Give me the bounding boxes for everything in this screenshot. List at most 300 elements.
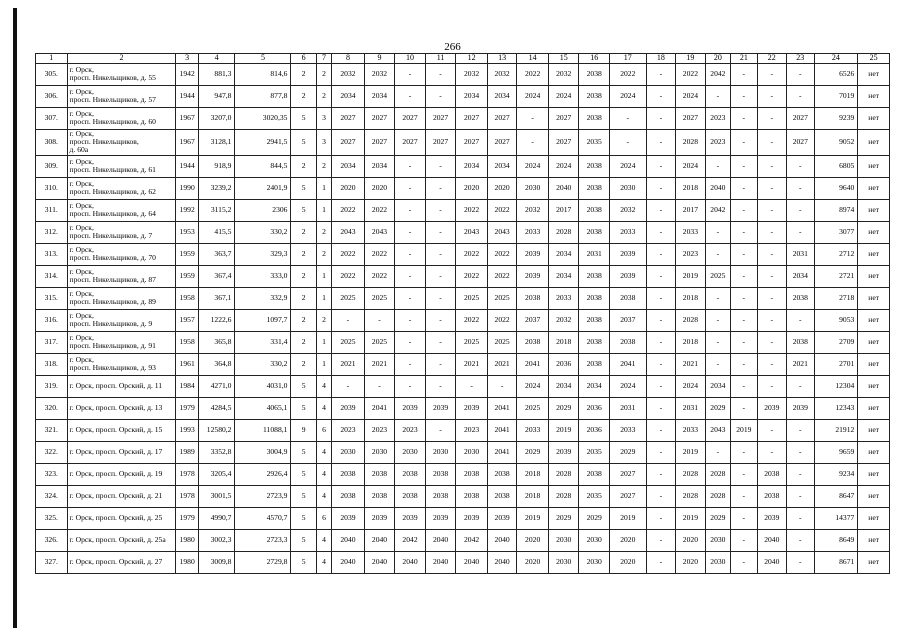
- table-cell: 2042: [456, 529, 488, 551]
- value-cell: 4271,0: [198, 375, 235, 397]
- table-cell: нет: [858, 243, 890, 265]
- table-cell: -: [787, 485, 814, 507]
- table-cell: 2022: [364, 199, 395, 221]
- table-cell: 2035: [579, 485, 610, 507]
- value-cell: 8647: [814, 485, 858, 507]
- table-cell: -: [731, 529, 757, 551]
- table-cell: 1944: [176, 85, 198, 107]
- table-cell: 2039: [757, 507, 787, 529]
- row-number-cell: 317.: [36, 331, 68, 353]
- row-number-cell: 310.: [36, 177, 68, 199]
- table-cell: 2040: [487, 529, 517, 551]
- table-cell: 2038: [517, 331, 549, 353]
- table-cell: нет: [858, 85, 890, 107]
- table-cell: 1992: [176, 199, 198, 221]
- table-cell: 2040: [548, 177, 579, 199]
- table-cell: 2: [316, 155, 331, 177]
- table-cell: -: [425, 199, 456, 221]
- row-number-cell: 325.: [36, 507, 68, 529]
- value-cell: 364,8: [198, 353, 235, 375]
- table-cell: нет: [858, 155, 890, 177]
- table-cell: 2022: [332, 243, 365, 265]
- table-cell: -: [705, 221, 730, 243]
- value-cell: 3001,5: [198, 485, 235, 507]
- table-cell: -: [757, 107, 787, 129]
- table-cell: 5: [291, 463, 316, 485]
- table-cell: -: [757, 199, 787, 221]
- column-number-25: 25: [858, 54, 890, 64]
- table-cell: -: [646, 551, 676, 573]
- column-number-2: 2: [67, 54, 176, 64]
- table-cell: -: [425, 265, 456, 287]
- table-cell: 2025: [332, 331, 365, 353]
- table-cell: -: [395, 155, 426, 177]
- row-number-cell: 309.: [36, 155, 68, 177]
- table-cell: 2025: [456, 331, 488, 353]
- table-cell: -: [757, 419, 787, 441]
- table-row: [36, 485, 890, 507]
- address-cell: г. Орск, просп. Никельщиков, д. 89: [67, 287, 176, 309]
- table-cell: -: [646, 287, 676, 309]
- table-cell: -: [757, 85, 787, 107]
- value-cell: 9659: [814, 441, 858, 463]
- table-cell: -: [395, 265, 426, 287]
- table-cell: 2030: [579, 551, 610, 573]
- value-cell: 12343: [814, 397, 858, 419]
- table-cell: 2020: [456, 177, 488, 199]
- table-cell: 2041: [609, 353, 646, 375]
- table-cell: 2038: [787, 287, 814, 309]
- table-cell: -: [425, 221, 456, 243]
- table-cell: 2039: [609, 265, 646, 287]
- table-cell: 4: [316, 397, 331, 419]
- table-cell: 2038: [757, 463, 787, 485]
- table-cell: 2038: [579, 63, 610, 85]
- table-cell: 2019: [731, 419, 757, 441]
- table-cell: -: [646, 129, 676, 155]
- row-number-cell: 323.: [36, 463, 68, 485]
- table-cell: 2: [291, 353, 316, 375]
- table-cell: 2020: [676, 529, 706, 551]
- table-cell: 2034: [548, 243, 579, 265]
- row-number-cell: 307.: [36, 107, 68, 129]
- table-cell: -: [705, 309, 730, 331]
- table-cell: 2022: [487, 309, 517, 331]
- table-cell: 2042: [705, 199, 730, 221]
- column-number-16: 16: [579, 54, 610, 64]
- value-cell: 415,5: [198, 221, 235, 243]
- address-cell: г. Орск, просп. Никельщиков, д. 93: [67, 353, 176, 375]
- row-number-cell: 305.: [36, 63, 68, 85]
- table-cell: 2037: [517, 309, 549, 331]
- table-cell: 1: [316, 331, 331, 353]
- table-cell: -: [731, 485, 757, 507]
- table-cell: 2032: [548, 63, 579, 85]
- table-cell: 2033: [676, 221, 706, 243]
- table-cell: -: [609, 107, 646, 129]
- table-cell: 2030: [425, 441, 456, 463]
- value-cell: 2401,9: [235, 177, 291, 199]
- table-cell: 2043: [456, 221, 488, 243]
- table-cell: 2028: [548, 485, 579, 507]
- table-row: [36, 551, 890, 573]
- table-cell: нет: [858, 199, 890, 221]
- table-cell: 2038: [757, 485, 787, 507]
- table-cell: 2027: [548, 129, 579, 155]
- row-number-cell: 306.: [36, 85, 68, 107]
- table-cell: 2029: [609, 441, 646, 463]
- table-cell: -: [731, 129, 757, 155]
- table-cell: 2018: [676, 177, 706, 199]
- column-number-11: 11: [425, 54, 456, 64]
- table-cell: -: [395, 85, 426, 107]
- value-cell: 4990,7: [198, 507, 235, 529]
- table-cell: 2038: [579, 287, 610, 309]
- table-cell: 5: [291, 507, 316, 529]
- row-number-cell: 320.: [36, 397, 68, 419]
- table-cell: 2022: [364, 265, 395, 287]
- table-cell: 2024: [517, 375, 549, 397]
- table-cell: 4: [316, 441, 331, 463]
- address-cell: г. Орск, просп. Никельщиков, д. 57: [67, 85, 176, 107]
- table-cell: 2024: [676, 155, 706, 177]
- table-cell: 2028: [705, 463, 730, 485]
- table-cell: -: [787, 375, 814, 397]
- table-cell: 1: [316, 353, 331, 375]
- row-number-cell: 312.: [36, 221, 68, 243]
- table-cell: 2040: [364, 529, 395, 551]
- value-cell: 3002,3: [198, 529, 235, 551]
- value-cell: 363,7: [198, 243, 235, 265]
- value-cell: 2709: [814, 331, 858, 353]
- table-cell: -: [757, 155, 787, 177]
- value-cell: 12580,2: [198, 419, 235, 441]
- table-cell: 2038: [579, 265, 610, 287]
- table-cell: 2038: [579, 107, 610, 129]
- table-cell: 2022: [456, 265, 488, 287]
- column-number-20: 20: [705, 54, 730, 64]
- table-cell: 2041: [364, 397, 395, 419]
- table-cell: 1958: [176, 287, 198, 309]
- table-cell: 4: [316, 375, 331, 397]
- table-cell: -: [757, 177, 787, 199]
- table-cell: 2025: [705, 265, 730, 287]
- table-cell: -: [395, 331, 426, 353]
- column-number-22: 22: [757, 54, 787, 64]
- table-cell: -: [757, 375, 787, 397]
- table-cell: нет: [858, 265, 890, 287]
- table-cell: -: [705, 331, 730, 353]
- table-cell: 2018: [676, 331, 706, 353]
- value-cell: 333,0: [235, 265, 291, 287]
- table-cell: -: [332, 375, 365, 397]
- address-cell: г. Орск, просп. Орский, д. 15: [67, 419, 176, 441]
- table-cell: -: [364, 375, 395, 397]
- column-number-13: 13: [487, 54, 517, 64]
- table-cell: -: [731, 463, 757, 485]
- table-cell: -: [731, 243, 757, 265]
- table-cell: 2039: [332, 397, 365, 419]
- value-cell: 332,9: [235, 287, 291, 309]
- table-cell: 2027: [395, 107, 426, 129]
- table-cell: -: [731, 221, 757, 243]
- address-cell: г. Орск, просп. Никельщиков, д. 9: [67, 309, 176, 331]
- value-cell: 3004,9: [235, 441, 291, 463]
- table-cell: 2023: [705, 107, 730, 129]
- table-cell: 2028: [676, 309, 706, 331]
- table-cell: -: [731, 507, 757, 529]
- table-cell: 2027: [787, 107, 814, 129]
- table-cell: 1944: [176, 155, 198, 177]
- table-row: [36, 375, 890, 397]
- table-cell: 2032: [548, 309, 579, 331]
- table-cell: 1959: [176, 265, 198, 287]
- value-cell: 367,4: [198, 265, 235, 287]
- value-cell: 11088,1: [235, 419, 291, 441]
- table-cell: 2020: [517, 551, 549, 573]
- column-number-19: 19: [676, 54, 706, 64]
- table-cell: -: [787, 309, 814, 331]
- table-cell: 2021: [787, 353, 814, 375]
- table-cell: 2020: [487, 177, 517, 199]
- table-cell: -: [395, 199, 426, 221]
- address-cell: г. Орск, просп. Орский, д. 19: [67, 463, 176, 485]
- table-cell: 2040: [757, 529, 787, 551]
- table-cell: 5: [291, 397, 316, 419]
- binding-edge: [13, 8, 17, 628]
- table-cell: -: [787, 177, 814, 199]
- table-cell: -: [609, 129, 646, 155]
- table-cell: 1: [316, 287, 331, 309]
- table-cell: 2038: [579, 463, 610, 485]
- table-cell: 2021: [676, 353, 706, 375]
- table-cell: 2028: [548, 463, 579, 485]
- table-cell: 2034: [456, 155, 488, 177]
- value-cell: 9640: [814, 177, 858, 199]
- table-cell: 1978: [176, 463, 198, 485]
- table-cell: 2017: [676, 199, 706, 221]
- table-cell: 2030: [579, 529, 610, 551]
- table-row: [36, 129, 890, 155]
- column-number-12: 12: [456, 54, 488, 64]
- table-cell: 1958: [176, 331, 198, 353]
- table-cell: 2031: [579, 243, 610, 265]
- table-cell: -: [787, 441, 814, 463]
- table-cell: нет: [858, 129, 890, 155]
- row-number-cell: 321.: [36, 419, 68, 441]
- table-cell: 2043: [332, 221, 365, 243]
- table-cell: 2034: [548, 375, 579, 397]
- header-row: [36, 54, 890, 64]
- table-row: [36, 265, 890, 287]
- table-cell: -: [646, 485, 676, 507]
- table-cell: 2031: [609, 397, 646, 419]
- address-cell: г. Орск, просп. Орский, д. 25: [67, 507, 176, 529]
- table-cell: 2: [316, 63, 331, 85]
- table-cell: 2019: [548, 419, 579, 441]
- table-row: [36, 397, 890, 419]
- table-cell: 2036: [579, 397, 610, 419]
- table-cell: 5: [291, 107, 316, 129]
- table-cell: 2027: [456, 129, 488, 155]
- table-cell: 2020: [609, 551, 646, 573]
- table-cell: 1953: [176, 221, 198, 243]
- table-cell: -: [646, 107, 676, 129]
- table-cell: 2027: [609, 463, 646, 485]
- value-cell: 3077: [814, 221, 858, 243]
- table-cell: 1989: [176, 441, 198, 463]
- table-cell: 2030: [517, 177, 549, 199]
- table-cell: -: [787, 85, 814, 107]
- table-cell: 4: [316, 485, 331, 507]
- table-cell: 2040: [332, 551, 365, 573]
- table-cell: -: [705, 155, 730, 177]
- table-cell: 2041: [487, 441, 517, 463]
- table-cell: 2038: [579, 85, 610, 107]
- table-cell: 2033: [609, 419, 646, 441]
- table-cell: 2021: [364, 353, 395, 375]
- table-cell: 2030: [705, 529, 730, 551]
- value-cell: 1097,7: [235, 309, 291, 331]
- table-cell: -: [646, 265, 676, 287]
- table-cell: -: [731, 85, 757, 107]
- table-row: [36, 107, 890, 129]
- table-cell: 2021: [456, 353, 488, 375]
- table-cell: -: [395, 63, 426, 85]
- table-cell: 2027: [332, 107, 365, 129]
- row-number-cell: 324.: [36, 485, 68, 507]
- table-cell: нет: [858, 529, 890, 551]
- table-cell: -: [731, 155, 757, 177]
- table-cell: -: [705, 353, 730, 375]
- table-cell: 2035: [579, 129, 610, 155]
- row-number-cell: 319.: [36, 375, 68, 397]
- value-cell: 2712: [814, 243, 858, 265]
- table-cell: 2024: [548, 155, 579, 177]
- table-cell: 2018: [517, 485, 549, 507]
- table-cell: нет: [858, 309, 890, 331]
- table-row: [36, 441, 890, 463]
- value-cell: 2941,5: [235, 129, 291, 155]
- table-cell: 2024: [517, 155, 549, 177]
- table-cell: 2032: [332, 63, 365, 85]
- table-cell: нет: [858, 177, 890, 199]
- table-cell: 2038: [579, 221, 610, 243]
- table-cell: -: [705, 243, 730, 265]
- table-cell: 2034: [548, 265, 579, 287]
- table-cell: 2038: [609, 287, 646, 309]
- table-cell: 1978: [176, 485, 198, 507]
- table-cell: 2022: [332, 265, 365, 287]
- table-cell: -: [646, 63, 676, 85]
- table-cell: 2034: [332, 85, 365, 107]
- table-cell: 2029: [705, 397, 730, 419]
- table-cell: -: [787, 199, 814, 221]
- table-cell: 2033: [609, 221, 646, 243]
- table-cell: 2021: [487, 353, 517, 375]
- table-cell: 2022: [487, 265, 517, 287]
- table-cell: 2022: [456, 243, 488, 265]
- table-cell: 2042: [705, 63, 730, 85]
- table-cell: 2029: [548, 507, 579, 529]
- table-cell: 2024: [517, 85, 549, 107]
- table-row: [36, 243, 890, 265]
- table-cell: 2030: [705, 551, 730, 573]
- table-row: [36, 309, 890, 331]
- table-cell: -: [425, 419, 456, 441]
- table-cell: 2: [291, 309, 316, 331]
- row-number-cell: 327.: [36, 551, 68, 573]
- table-cell: -: [646, 419, 676, 441]
- table-cell: 2039: [395, 397, 426, 419]
- table-cell: нет: [858, 507, 890, 529]
- table-cell: -: [425, 63, 456, 85]
- row-number-cell: 322.: [36, 441, 68, 463]
- table-cell: 2033: [676, 419, 706, 441]
- table-cell: 1: [316, 199, 331, 221]
- table-cell: -: [787, 529, 814, 551]
- table-cell: 2043: [487, 221, 517, 243]
- column-number-10: 10: [395, 54, 426, 64]
- table-cell: 2023: [332, 419, 365, 441]
- table-cell: 2021: [332, 353, 365, 375]
- value-cell: 3009,8: [198, 551, 235, 573]
- table-cell: 2038: [579, 177, 610, 199]
- table-cell: -: [646, 221, 676, 243]
- table-cell: 2022: [332, 199, 365, 221]
- table-cell: 2043: [364, 221, 395, 243]
- table-cell: -: [757, 441, 787, 463]
- table-cell: 2038: [579, 199, 610, 221]
- table-cell: 2029: [579, 507, 610, 529]
- address-cell: г. Орск, просп. Никельщиков, д. 61: [67, 155, 176, 177]
- value-cell: 814,6: [235, 63, 291, 85]
- table-cell: -: [517, 107, 549, 129]
- table-cell: -: [731, 331, 757, 353]
- table-cell: 3: [316, 129, 331, 155]
- table-cell: 2018: [517, 463, 549, 485]
- table-cell: 1: [316, 177, 331, 199]
- table-cell: -: [731, 309, 757, 331]
- table-cell: 2: [291, 265, 316, 287]
- column-number-17: 17: [609, 54, 646, 64]
- address-cell: г. Орск, просп. Никельщиков, д. 70: [67, 243, 176, 265]
- column-number-24: 24: [814, 54, 858, 64]
- table-cell: 2042: [395, 529, 426, 551]
- table-cell: 5: [291, 177, 316, 199]
- table-cell: 2028: [705, 485, 730, 507]
- table-cell: -: [646, 309, 676, 331]
- table-cell: 2022: [487, 243, 517, 265]
- table-cell: 2027: [676, 107, 706, 129]
- table-cell: 2041: [517, 353, 549, 375]
- table-cell: -: [646, 441, 676, 463]
- table-cell: -: [395, 375, 426, 397]
- table-cell: 2027: [364, 107, 395, 129]
- table-cell: 2033: [517, 419, 549, 441]
- table-cell: 2038: [456, 463, 488, 485]
- table-cell: 2027: [364, 129, 395, 155]
- table-cell: 2041: [487, 397, 517, 419]
- table-cell: 2030: [456, 441, 488, 463]
- value-cell: 4284,5: [198, 397, 235, 419]
- table-cell: 1993: [176, 419, 198, 441]
- table-cell: 2024: [609, 375, 646, 397]
- table-cell: -: [646, 199, 676, 221]
- table-cell: -: [425, 177, 456, 199]
- table-cell: -: [395, 353, 426, 375]
- table-cell: -: [731, 441, 757, 463]
